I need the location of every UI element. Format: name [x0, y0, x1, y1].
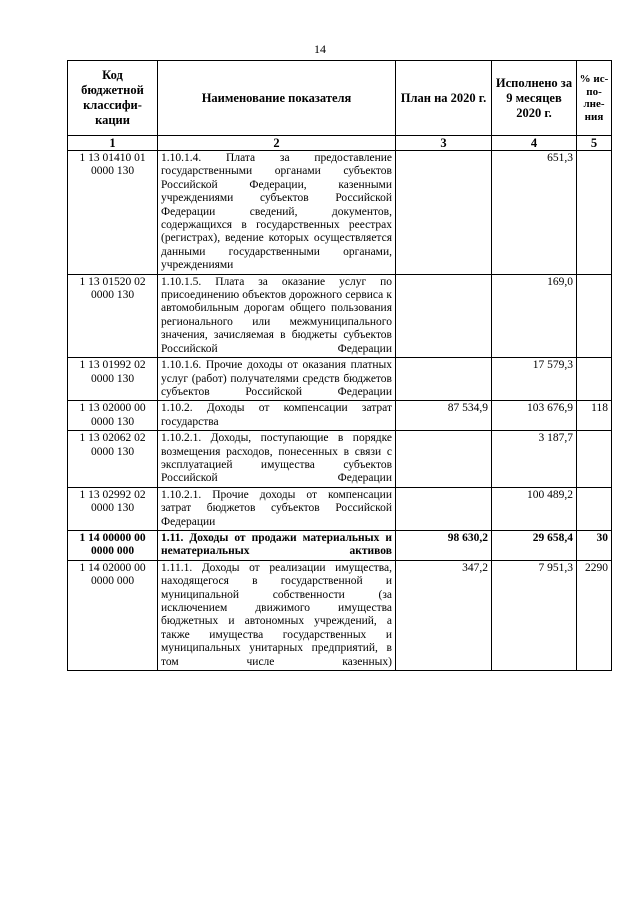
cell-plan: 87 534,9 — [396, 401, 492, 431]
cell-done: 651,3 — [492, 151, 577, 275]
cell-percent: 2290 — [577, 560, 612, 670]
cell-name: 1.11.1. Доходы от реализации имущества, находящегося в государственной и муниципальной собственности (за исключением движимого имущества бюджетных и автономных учреждений, а также имущества государственных и муниципальных унитарных предприятий, в том числе казенных) — [158, 560, 396, 670]
cell-done: 17 579,3 — [492, 358, 577, 401]
cell-plan: 98 630,2 — [396, 530, 492, 560]
cell-plan — [396, 358, 492, 401]
cell-done: 3 187,7 — [492, 431, 577, 488]
header-code: Код бюджетной классифи-кации — [68, 61, 158, 136]
cell-percent — [577, 151, 612, 275]
table-row — [68, 151, 612, 275]
cell-done: 103 676,9 — [492, 401, 577, 431]
header-row — [68, 61, 612, 136]
cell-plan — [396, 151, 492, 275]
header-percent: % ис-по-лне-ния — [577, 61, 612, 136]
cell-code: 1 14 00000 00 0000 000 — [68, 530, 158, 560]
cell-plan — [396, 274, 492, 357]
column-number: 2 — [158, 136, 396, 151]
cell-plan — [396, 431, 492, 488]
cell-name: 1.10.1.4. Плата за предоставление государственными органами субъектов Российской Федерации, казенными учреждениями субъектов Российской Федерации сведений, документов, содержащихся в государственных реестрах (регистрах), ведение которых осуществляется данными государственными органами, учреждениями — [158, 151, 396, 275]
cell-done: 7 951,3 — [492, 560, 577, 670]
cell-done: 100 489,2 — [492, 487, 577, 530]
column-number: 3 — [396, 136, 492, 151]
cell-name: 1.10.2.1. Доходы, поступающие в порядке возмещения расходов, понесенных в связи с эксплуатацией имущества субъектов Российской Федерации — [158, 431, 396, 488]
cell-name: 1.10.2. Доходы от компенсации затрат государства — [158, 401, 396, 431]
column-number: 1 — [68, 136, 158, 151]
cell-code: 1 13 01992 02 0000 130 — [68, 358, 158, 401]
table-row — [68, 401, 612, 431]
header-name: Наименование показателя — [158, 61, 396, 136]
cell-percent — [577, 358, 612, 401]
cell-code: 1 13 02992 02 0000 130 — [68, 487, 158, 530]
cell-percent — [577, 487, 612, 530]
cell-plan — [396, 487, 492, 530]
table-row — [68, 487, 612, 530]
column-number: 5 — [577, 136, 612, 151]
cell-name: 1.11. Доходы от продажи материальных и нематериальных активов — [158, 530, 396, 560]
cell-percent: 118 — [577, 401, 612, 431]
table-row — [68, 431, 612, 488]
cell-done: 169,0 — [492, 274, 577, 357]
cell-percent — [577, 274, 612, 357]
cell-code: 1 13 02062 02 0000 130 — [68, 431, 158, 488]
budget-table — [67, 60, 612, 671]
column-number-row — [68, 136, 612, 151]
cell-done: 29 658,4 — [492, 530, 577, 560]
cell-code: 1 13 01410 01 0000 130 — [68, 151, 158, 275]
cell-name: 1.10.1.5. Плата за оказание услуг по присоединению объектов дорожного сервиса к автомобильным дорогам общего пользования регионального или межмуниципального значения, зачисляемая в бюджеты субъектов Российской Федерации — [158, 274, 396, 357]
table-row-total — [68, 530, 612, 560]
cell-name: 1.10.1.6. Прочие доходы от оказания платных услуг (работ) получателями средств бюджетов субъектов Российской Федерации — [158, 358, 396, 401]
cell-code: 1 14 02000 00 0000 000 — [68, 560, 158, 670]
cell-code: 1 13 02000 00 0000 130 — [68, 401, 158, 431]
column-number: 4 — [492, 136, 577, 151]
table-row — [68, 560, 612, 670]
page-number: 14 — [314, 42, 326, 56]
header-done: Исполнено за 9 месяцев 2020 г. — [492, 61, 577, 136]
cell-code: 1 13 01520 02 0000 130 — [68, 274, 158, 357]
cell-name: 1.10.2.1. Прочие доходы от компенсации затрат бюджетов субъектов Российской Федерации — [158, 487, 396, 530]
header-plan: План на 2020 г. — [396, 61, 492, 136]
cell-percent: 30 — [577, 530, 612, 560]
cell-plan: 347,2 — [396, 560, 492, 670]
table-row — [68, 358, 612, 401]
table-row — [68, 274, 612, 357]
cell-percent — [577, 431, 612, 488]
